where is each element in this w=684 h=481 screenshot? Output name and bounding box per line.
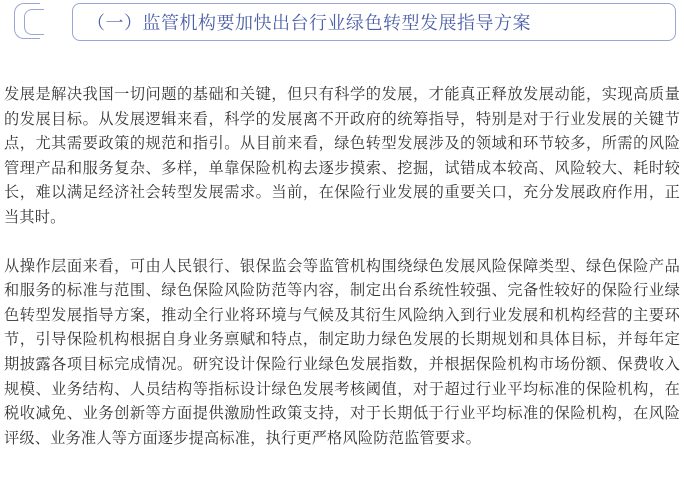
paragraph-operational-measures: 从操作层面来看，可由人民银行、银保监会等监管机构围绕绿色发展风险保障类型、绿色保险产品和服务的标准与范围、绿色保险风险防范等内容，制定出台系统性较强、完备性较好的保险行业绿色转型发展指导方案，推动全行业将环境与气候及其衍生风险纳入到行业发展和机构经营的主要环节，引导保险机构根据自身业务禀赋和特点，制定助力绿色发展的长期规划和具体目标，并每年定期披露各项目标完成情况。研究设计保险行业绿色发展指数，并根据保险机构市场份额、保费收入规模、业务结构、人员结构等指标设计绿色发展考核阈值，对于超过行业平均标准的保险机构，在税收减免、业务创新等方面提供激励性政策支持，对于长期低于行业平均标准的保险机构，在风险评级、业务准人等方面逐步提高标准，执行更严格风险防范监管要求。 — [4, 256, 680, 447]
paragraph-development-importance: 发展是解决我国一切问题的基础和关键，但只有科学的发展，才能真正释放发展动能，实现高质量的发展目标。从发展逻辑来看，科学的发展离不开政府的统筹指导，特别是对于行业发展的关键节点，尤其需要政策的规范和指引。从目前来看，绿色转型发展涉及的领域和环节较多，所需的风险管理产品和服务复杂、多样，单靠保险机构去逐步摸索、挖掘，试错成本较高、风险较大、耗时较长，难以满足经济社会转型发展需求。当前，在保险行业发展的重要关口，充分发展政府作用，正当其时。 — [4, 85, 680, 226]
decorative-inner-bracket-icon — [24, 9, 44, 35]
article-body — [4, 82, 680, 450]
section-heading: （一）监管机构要加快出台行业绿色转型发展指导方案 — [87, 13, 531, 34]
section-heading-frame — [72, 3, 676, 41]
section-heading-block — [0, 0, 684, 52]
